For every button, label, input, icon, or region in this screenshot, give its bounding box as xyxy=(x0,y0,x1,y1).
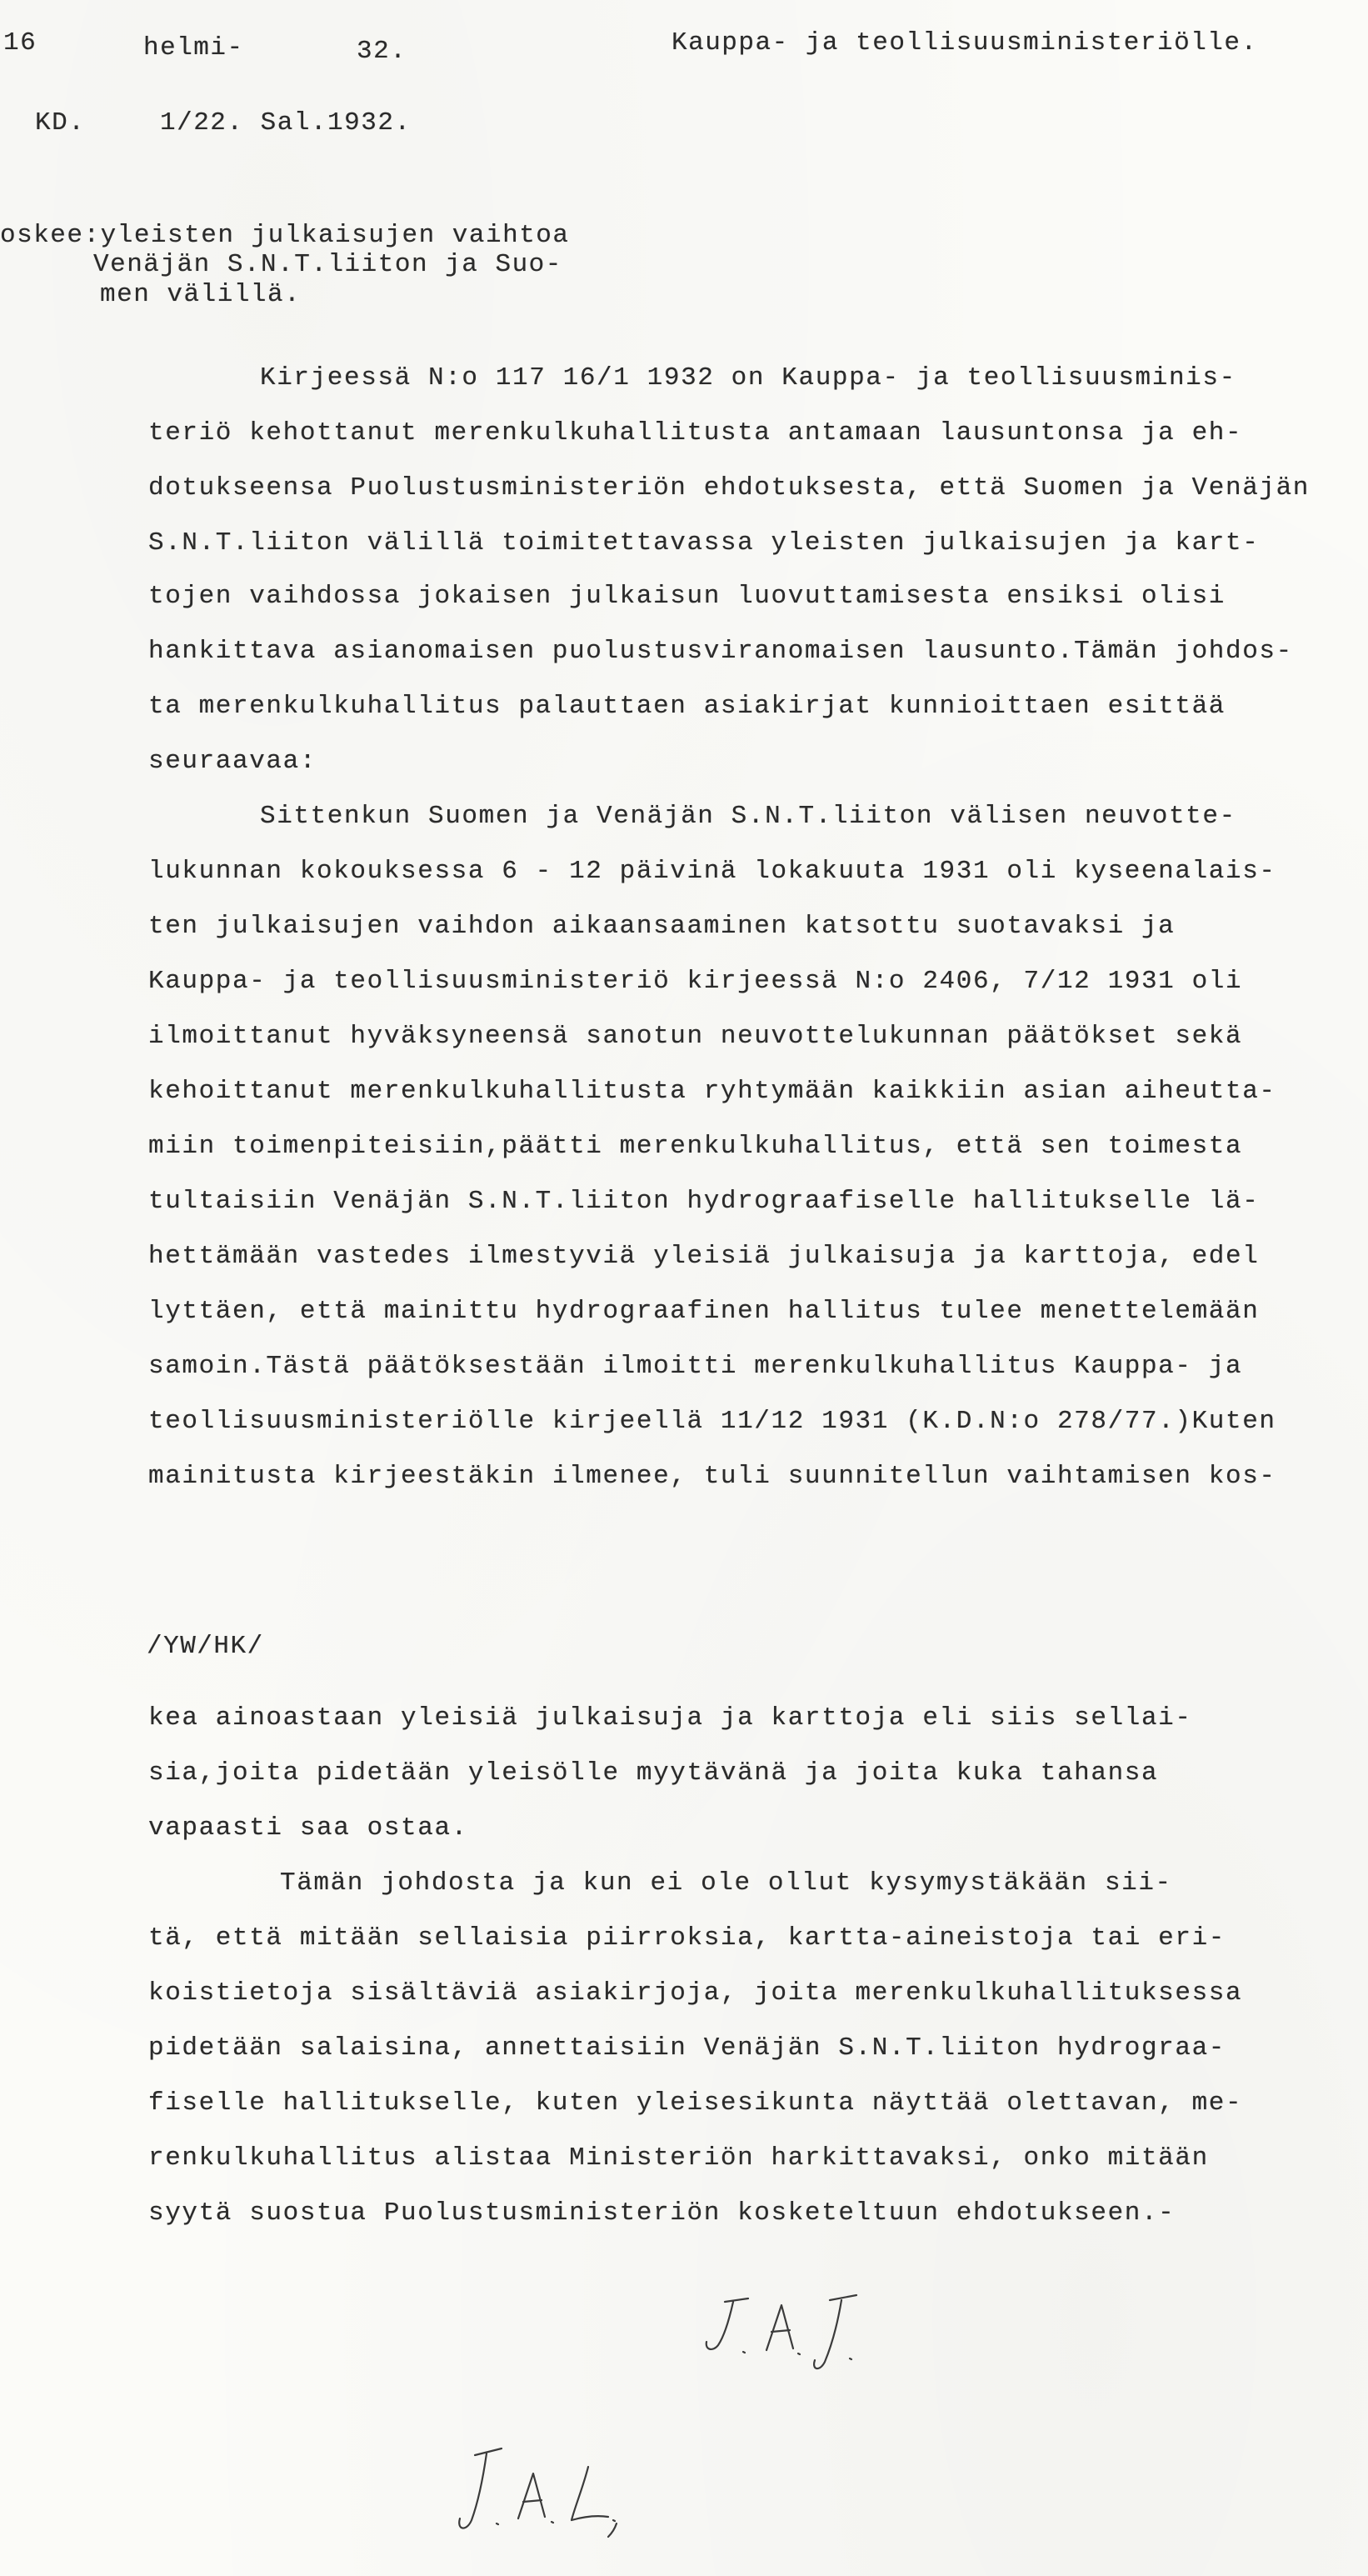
body-line: Kauppa- ja teollisuusministeriö kirjeessä N:o 2406, 7/12 1931 oli xyxy=(148,967,1243,996)
header-day: 16 xyxy=(3,28,37,58)
body-line: mainitusta kirjeestäkin ilmenee, tuli suunnitellun vaihtamisen kos- xyxy=(148,1462,1276,1491)
typist-mark: /YW/HK/ xyxy=(147,1632,264,1661)
body-line: hettämään vastedes ilmestyviä yleisiä julkaisuja ja karttoja, edel xyxy=(148,1242,1260,1271)
body-line: Sittenkun Suomen ja Venäjän S.N.T.liiton välisen neuvotte- xyxy=(260,802,1236,831)
body-line: syytä suostua Puolustusministeriön kosketeltuun ehdotukseen.- xyxy=(148,2198,1176,2228)
subject-line: men välillä. xyxy=(100,280,302,309)
header-year: 32. xyxy=(357,37,407,66)
body-line: koistietoja sisältäviä asiakirjoja, joita merenkulkuhallituksessa xyxy=(148,1978,1243,2008)
body-line: tultaisiin Venäjän S.N.T.liiton hydrograafiselle hallitukselle lä- xyxy=(148,1187,1260,1216)
body-line: teriö kehottanut merenkulkuhallitusta antamaan lausuntonsa ja eh- xyxy=(148,418,1243,448)
body-line: dotukseensa Puolustusministeriön ehdotuksesta, että Suomen ja Venäjän xyxy=(148,473,1311,503)
reference-code: KD. xyxy=(35,108,86,138)
subject-line: oskee:yleisten julkaisujen vaihtoa xyxy=(0,221,570,250)
body-line: Kirjeessä N:o 117 16/1 1932 on Kauppa- ja teollisuusminis- xyxy=(260,363,1236,393)
body-line: lyttäen, että mainittu hydrograafinen hallitus tulee menettelemään xyxy=(148,1297,1260,1326)
body-line: tä, että mitään sellaisia piirroksia, kartta-aineistoja tai eri- xyxy=(148,1923,1226,1953)
body-line: fiselle hallitukselle, kuten yleisesikunta näyttää olettavan, me- xyxy=(148,2088,1243,2118)
body-line: renkulkuhallitus alistaa Ministeriön harkittavaksi, onko mitään xyxy=(148,2143,1209,2173)
body-line: kea ainoastaan yleisiä julkaisuja ja karttoja eli siis sellai- xyxy=(148,1703,1192,1733)
body-line: ta merenkulkuhallitus palauttaen asiakirjat kunnioittaen esittää xyxy=(148,692,1226,721)
header-recipient: Kauppa- ja teollisuusministeriölle. xyxy=(672,28,1258,58)
body-line: hankittava asianomaisen puolustusviranomaisen lausunto.Tämän johdos- xyxy=(148,637,1293,666)
body-line: pidetään salaisina, annettaisiin Venäjän S.N.T.liiton hydrograa- xyxy=(148,2033,1226,2063)
body-line: S.N.T.liiton välillä toimitettavassa yleisten julkaisujen ja kart- xyxy=(148,528,1260,558)
body-line: miin toimenpiteisiin,päätti merenkulkuhallitus, että sen toimesta xyxy=(148,1132,1243,1161)
body-line: lukunnan kokouksessa 6 - 12 päivinä lokakuuta 1931 oli kyseenalais- xyxy=(148,857,1276,886)
reference-number: 1/22. Sal.1932. xyxy=(160,108,412,138)
subject-line: Venäjän S.N.T.liiton ja Suo- xyxy=(93,250,562,279)
body-line: sia,joita pidetään yleisölle myytävänä ja joita kuka tahansa xyxy=(148,1758,1159,1788)
body-line: vapaasti saa ostaa. xyxy=(148,1813,468,1843)
body-line: ten julkaisujen vaihdon aikaansaaminen katsottu suotavaksi ja xyxy=(148,912,1176,941)
body-line: samoin.Tästä päätöksestään ilmoitti merenkulkuhallitus Kauppa- ja xyxy=(148,1352,1243,1381)
body-line: Tämän johdosta ja kun ei ole ollut kysymystäkään sii- xyxy=(280,1868,1172,1898)
body-line: kehoittanut merenkulkuhallitusta ryhtymään kaikkiin asian aiheutta- xyxy=(148,1077,1276,1106)
handwritten-initials-second xyxy=(450,2433,650,2558)
body-line: tojen vaihdossa jokaisen julkaisun luovuttamisesta ensiksi olisi xyxy=(148,582,1226,611)
body-line: teollisuusministeriölle kirjeellä 11/12 1931 (K.D.N:o 278/77.)Kuten xyxy=(148,1407,1276,1436)
header-month: helmi- xyxy=(143,33,244,63)
handwritten-initials-first xyxy=(700,2283,900,2383)
body-line: ilmoittanut hyväksyneensä sanotun neuvottelukunnan päätökset sekä xyxy=(148,1022,1243,1051)
body-line: seuraavaa: xyxy=(148,747,317,776)
